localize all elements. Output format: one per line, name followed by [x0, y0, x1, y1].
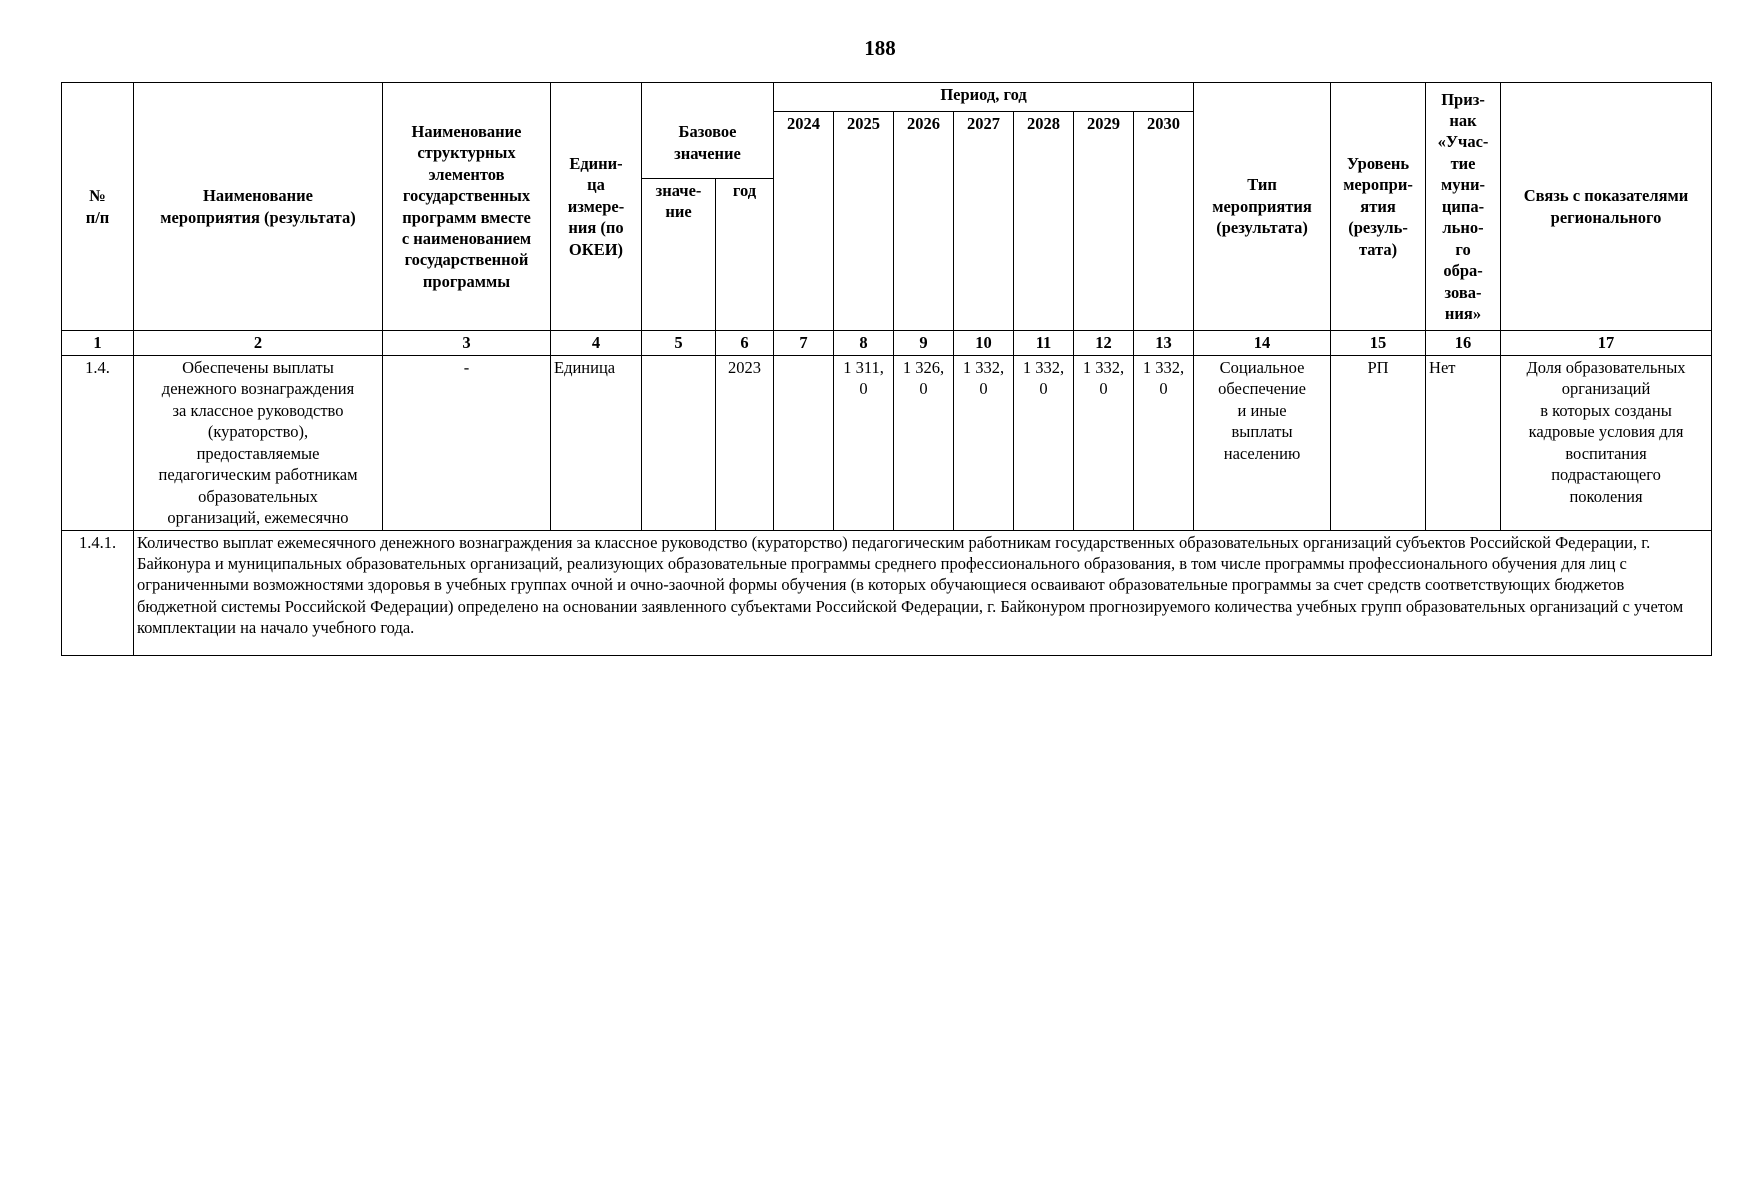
col-header-period: Период, год	[774, 83, 1194, 112]
row-base-value	[642, 356, 716, 531]
col-header-base-value: значе- ние	[642, 179, 716, 331]
row-value-2028: 1 332, 0	[1014, 356, 1074, 531]
col-header-municipal: Приз- нак «Учас- тие муни- ципа- льно- го обра- зова- ния»	[1426, 83, 1501, 331]
column-number: 2	[134, 331, 383, 356]
row-value-2025: 1 311, 0	[834, 356, 894, 531]
col-header-year-2027: 2027	[954, 112, 1014, 331]
column-number: 4	[551, 331, 642, 356]
row-number: 1.4.	[62, 356, 134, 531]
column-number: 7	[774, 331, 834, 356]
column-number: 3	[383, 331, 551, 356]
column-number: 9	[894, 331, 954, 356]
column-number: 14	[1194, 331, 1331, 356]
column-number: 13	[1134, 331, 1194, 356]
row-value-2027: 1 332, 0	[954, 356, 1014, 531]
column-number: 11	[1014, 331, 1074, 356]
col-header-year-2030: 2030	[1134, 112, 1194, 331]
col-header-year-2029: 2029	[1074, 112, 1134, 331]
column-number: 16	[1426, 331, 1501, 356]
col-header-structural: Наименование структурных элементов государственных программ вместе с наименованием государственной программы	[383, 83, 551, 331]
column-number: 17	[1501, 331, 1712, 356]
col-header-year-2026: 2026	[894, 112, 954, 331]
col-header-base-year: год	[716, 179, 774, 331]
col-header-link: Связь с показателями регионального	[1501, 83, 1712, 331]
sub-row-number: 1.4.1.	[62, 530, 134, 655]
row-level: РП	[1331, 356, 1426, 531]
row-base-year: 2023	[716, 356, 774, 531]
row-value-2029: 1 332, 0	[1074, 356, 1134, 531]
row-name: Обеспечены выплаты денежного вознаграждения за классное руководство (кураторство), предоставляемые педагогическим работникам образовательных организаций, ежемесячно	[134, 356, 383, 531]
row-type: Социальное обеспечение и иные выплаты населению	[1194, 356, 1331, 531]
col-header-level: Уровень меропри- ятия (резуль- тата)	[1331, 83, 1426, 331]
col-header-year-2025: 2025	[834, 112, 894, 331]
column-number: 10	[954, 331, 1014, 356]
column-number: 8	[834, 331, 894, 356]
col-header-type: Тип мероприятия (результата)	[1194, 83, 1331, 331]
col-header-no: № п/п	[62, 83, 134, 331]
col-header-name: Наименование мероприятия (результата)	[134, 83, 383, 331]
row-value-2024	[774, 356, 834, 531]
column-number: 15	[1331, 331, 1426, 356]
column-number: 12	[1074, 331, 1134, 356]
measures-table	[61, 82, 1712, 656]
row-value-2026: 1 326, 0	[894, 356, 954, 531]
col-header-year-2024: 2024	[774, 112, 834, 331]
column-number: 1	[62, 331, 134, 356]
col-header-base: Базовое значение	[642, 83, 774, 179]
table-sub-row	[62, 530, 1712, 655]
row-municipal: Нет	[1426, 356, 1501, 531]
col-header-year-2028: 2028	[1014, 112, 1074, 331]
row-structural: -	[383, 356, 551, 531]
page-number: 188	[864, 36, 896, 60]
table-row	[62, 356, 1712, 531]
column-numbers-row	[62, 331, 1712, 356]
row-value-2030: 1 332, 0	[1134, 356, 1194, 531]
row-link: Доля образовательных организаций в которых созданы кадровые условия для воспитания подрастающего поколения	[1501, 356, 1712, 531]
row-unit: Единица	[551, 356, 642, 531]
sub-row-description: Количество выплат ежемесячного денежного вознаграждения за классное руководство (кураторство) педагогическим работникам государственных образовательных организаций субъектов Российской Федерации, г. Байконура и муниципальных образовательных организаций, реализующих образовательные программы среднего профессионального образования, в том числе программы профессионального обучения для лиц с ограниченными возможностями здоровья в учебных группах очной и очно-заочной формы обучения (в которых обучающиеся осваивают образовательные программы за счет средств соответствующих бюджетов бюджетной системы Российской Федерации) определено на основании заявленного субъектами Российской Федерации, г. Байконуром прогнозируемого количества учебных групп образовательных организаций с учетом комплектации на начало учебного года.	[134, 530, 1712, 655]
col-header-unit: Едини- ца измере- ния (по ОКЕИ)	[551, 83, 642, 331]
column-number: 6	[716, 331, 774, 356]
column-number: 5	[642, 331, 716, 356]
header-row-1	[62, 83, 1712, 112]
